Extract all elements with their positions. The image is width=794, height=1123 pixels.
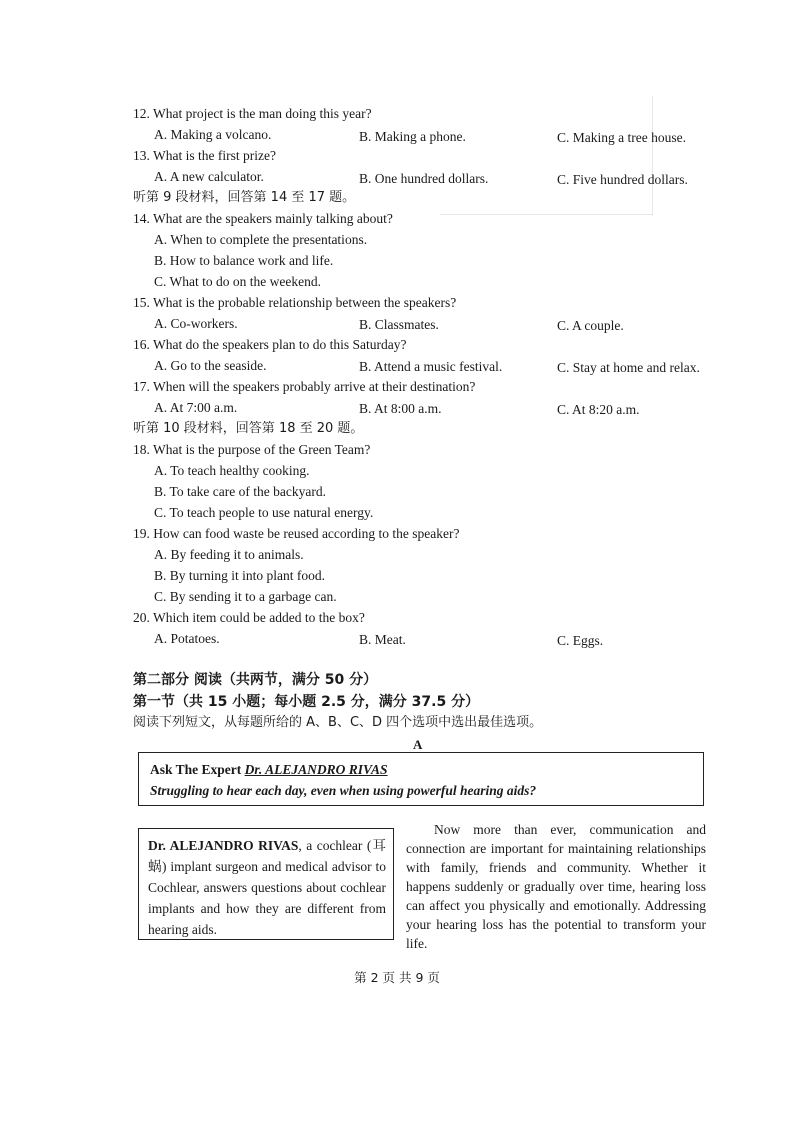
page-footer: 第 2 页 共 9 页 [354, 970, 440, 985]
option-b: B. By turning it into plant food. [154, 568, 325, 583]
ask-title [150, 762, 388, 778]
option-c: C. Making a tree house. [557, 130, 686, 145]
doctor-bio [148, 835, 386, 940]
question-stem: 17. When will the speakers probably arrive at their destination? [133, 379, 476, 394]
option-a: A. When to complete the presentations. [154, 232, 368, 247]
option-b: B. To take care of the backyard. [154, 484, 326, 499]
doctor-bio-box [138, 828, 394, 940]
ask-the-expert-box [138, 752, 704, 806]
option-b: B. Making a phone. [359, 129, 466, 144]
doctor-bio-text: , a cochlear (耳蜗) implant surgeon and medical advisor to Cochlear, answers questions about cochlear implants and how they are different from hearing aids. [148, 838, 386, 937]
reading-instruction: 阅读下列短文，从每题所给的 A、B、C、D 四个选项中选出最佳选项。 [133, 715, 543, 730]
option-b: B. Classmates. [359, 317, 439, 332]
option-a: A. Go to the seaside. [154, 358, 267, 373]
passage-paragraph [406, 820, 706, 953]
option-c: C. To teach people to use natural energy. [154, 505, 374, 520]
passage-label: A [413, 737, 423, 752]
ask-subtitle: Struggling to hear each day, even when using powerful hearing aids? [150, 783, 537, 798]
part-heading: 第二部分 阅读（共两节，满分 50 分） [133, 672, 378, 688]
paragraph-text: Now more than ever, communication and connection are important for maintaining relationships with family, friends and community. Whether it happens suddenly or gradually over time, hearing loss can affect you physically and emotionally. Addressing your hearing loss has the potential to transform your life. [406, 822, 706, 951]
option-a: A. A new calculator. [154, 169, 264, 184]
option-c: C. By sending it to a garbage can. [154, 589, 337, 604]
option-b: B. At 8:00 a.m. [359, 401, 442, 416]
option-c: C. A couple. [557, 318, 624, 333]
option-b: B. Attend a music festival. [359, 359, 503, 374]
ask-prefix: Ask The Expert [150, 762, 245, 777]
option-a: A. By feeding it to animals. [154, 547, 304, 562]
doctor-name: Dr. ALEJANDRO RIVAS [148, 838, 299, 853]
section-instruction: 听第 10 段材料，回答第 18 至 20 题。 [133, 421, 364, 436]
question-stem: 19. How can food waste be reused according to the speaker? [133, 526, 460, 541]
option-b: B. Meat. [359, 632, 406, 647]
option-a: A. Making a volcano. [154, 127, 272, 142]
section-heading: 第一节（共 15 小题；每小题 2.5 分，满分 37.5 分） [133, 694, 480, 710]
question-stem: 18. What is the purpose of the Green Team? [133, 442, 371, 457]
option-a: A. Potatoes. [154, 631, 220, 646]
option-a: A. To teach healthy cooking. [154, 463, 310, 478]
question-stem: 13. What is the first prize? [133, 148, 276, 163]
question-stem: 16. What do the speakers plan to do this Saturday? [133, 337, 407, 352]
option-b: B. How to balance work and life. [154, 253, 334, 268]
question-stem: 15. What is the probable relationship between the speakers? [133, 295, 457, 310]
option-c: C. Eggs. [557, 633, 604, 648]
option-c: C. At 8:20 a.m. [557, 402, 640, 417]
option-a: A. At 7:00 a.m. [154, 400, 238, 415]
option-c: C. Stay at home and relax. [557, 360, 700, 375]
section-instruction: 听第 9 段材料，回答第 14 至 17 题。 [133, 190, 356, 205]
question-stem: 20. Which item could be added to the box? [133, 610, 365, 625]
option-b: B. One hundred dollars. [359, 171, 489, 186]
question-stem: 14. What are the speakers mainly talking about? [133, 211, 393, 226]
expert-name: Dr. ALEJANDRO RIVAS [244, 762, 388, 777]
question-stem: 12. What project is the man doing this year? [133, 106, 372, 121]
option-a: A. Co-workers. [154, 316, 238, 331]
option-c: C. Five hundred dollars. [557, 172, 688, 187]
option-c: C. What to do on the weekend. [154, 274, 321, 289]
